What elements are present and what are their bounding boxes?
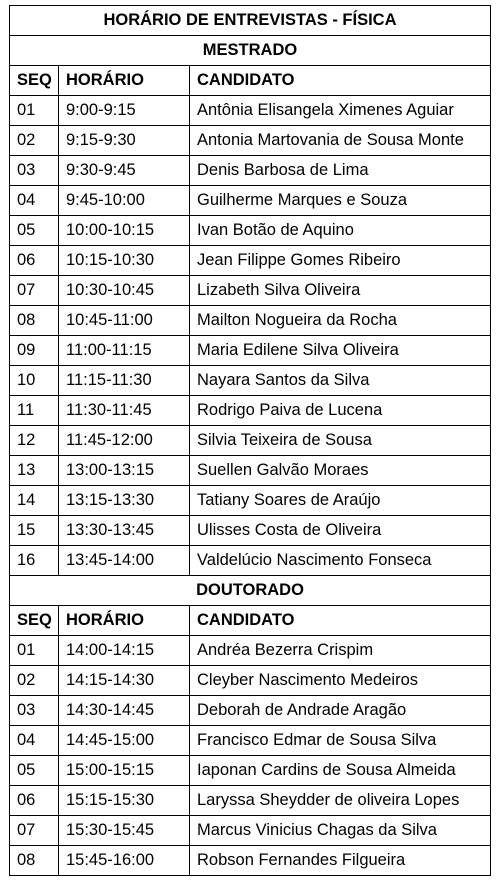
seq-cell: 10 [10,366,59,396]
seq-cell: 04 [10,186,59,216]
candidate-cell: Ulisses Costa de Oliveira [190,516,491,546]
seq-cell: 11 [10,396,59,426]
candidate-cell: Deborah de Andrade Aragão [190,696,491,726]
table-row [10,246,491,276]
table-row [10,726,491,756]
candidate-column-header: CANDIDATO [190,66,491,96]
candidate-cell: Cleyber Nascimento Medeiros [190,666,491,696]
candidate-cell: Antonia Martovania de Sousa Monte [190,126,491,156]
table-row [10,636,491,666]
seq-cell: 05 [10,216,59,246]
time-cell: 11:45-12:00 [59,426,190,456]
seq-cell: 15 [10,516,59,546]
seq-cell: 14 [10,486,59,516]
table-row [10,696,491,726]
table-row [10,546,491,576]
seq-cell: 05 [10,756,59,786]
candidate-cell: Robson Fernandes Filgueira [190,846,491,876]
candidate-cell: Marcus Vinicius Chagas da Silva [190,816,491,846]
seq-cell: 01 [10,636,59,666]
time-cell: 14:45-15:00 [59,726,190,756]
seq-cell: 03 [10,696,59,726]
candidate-cell: Laryssa Sheydder de oliveira Lopes [190,786,491,816]
table-row [10,276,491,306]
seq-cell: 02 [10,666,59,696]
candidate-cell: Silvia Teixeira de Sousa [190,426,491,456]
seq-cell: 07 [10,276,59,306]
table-row [10,846,491,876]
seq-cell: 04 [10,726,59,756]
candidate-cell: Tatiany Soares de Araújo [190,486,491,516]
time-cell: 11:30-11:45 [59,396,190,426]
seq-cell: 03 [10,156,59,186]
time-cell: 13:15-13:30 [59,486,190,516]
seq-cell: 08 [10,846,59,876]
table-row [10,306,491,336]
seq-cell: 01 [10,96,59,126]
seq-column-header: SEQ [10,66,59,96]
time-cell: 14:15-14:30 [59,666,190,696]
section-mestrado-title: MESTRADO [10,36,491,66]
candidate-cell: Denis Barbosa de Lima [190,156,491,186]
candidate-cell: Maria Edilene Silva Oliveira [190,336,491,366]
candidate-cell: Nayara Santos da Silva [190,366,491,396]
time-cell: 15:30-15:45 [59,816,190,846]
table-row [10,816,491,846]
time-cell: 9:45-10:00 [59,186,190,216]
schedule-body [10,6,491,876]
seq-cell: 09 [10,336,59,366]
table-row [10,666,491,696]
seq-cell: 12 [10,426,59,456]
candidate-cell: Andréa Bezerra Crispim [190,636,491,666]
time-cell: 10:15-10:30 [59,246,190,276]
section-doutorado-title: DOUTORADO [10,576,491,606]
time-cell: 9:30-9:45 [59,156,190,186]
seq-cell: 02 [10,126,59,156]
time-column-header: HORÁRIO [59,66,190,96]
candidate-cell: Mailton Nogueira da Rocha [190,306,491,336]
table-row [10,486,491,516]
candidate-cell: Guilherme Marques e Souza [190,186,491,216]
seq-cell: 08 [10,306,59,336]
time-cell: 11:15-11:30 [59,366,190,396]
schedule-table [9,5,491,876]
time-column-header: HORÁRIO [59,606,190,636]
table-row [10,96,491,126]
candidate-cell: Jean Filippe Gomes Ribeiro [190,246,491,276]
time-cell: 13:30-13:45 [59,516,190,546]
time-cell: 10:45-11:00 [59,306,190,336]
time-cell: 13:45-14:00 [59,546,190,576]
table-row [10,216,491,246]
section-doutorado-header-row [10,606,491,636]
table-row [10,126,491,156]
candidate-cell: Antônia Elisangela Ximenes Aguiar [190,96,491,126]
table-row [10,756,491,786]
candidate-cell: Francisco Edmar de Sousa Silva [190,726,491,756]
table-row [10,186,491,216]
time-cell: 15:45-16:00 [59,846,190,876]
table-row [10,786,491,816]
time-cell: 10:30-10:45 [59,276,190,306]
section-doutorado-title-row [10,576,491,606]
table-row [10,366,491,396]
table-row [10,396,491,426]
table-row [10,156,491,186]
interview-schedule [9,5,490,876]
table-row [10,456,491,486]
page-title: HORÁRIO DE ENTREVISTAS - FÍSICA [10,6,491,36]
table-row [10,336,491,366]
candidate-cell: Iaponan Cardins de Sousa Almeida [190,756,491,786]
section-mestrado-title-row [10,36,491,66]
time-cell: 15:00-15:15 [59,756,190,786]
candidate-cell: Valdelúcio Nascimento Fonseca [190,546,491,576]
title-row [10,6,491,36]
time-cell: 14:00-14:15 [59,636,190,666]
seq-cell: 06 [10,246,59,276]
section-mestrado-header-row [10,66,491,96]
seq-cell: 06 [10,786,59,816]
candidate-cell: Rodrigo Paiva de Lucena [190,396,491,426]
time-cell: 13:00-13:15 [59,456,190,486]
seq-column-header: SEQ [10,606,59,636]
table-row [10,426,491,456]
seq-cell: 16 [10,546,59,576]
table-row [10,516,491,546]
candidate-cell: Ivan Botão de Aquino [190,216,491,246]
candidate-cell: Lizabeth Silva Oliveira [190,276,491,306]
time-cell: 9:15-9:30 [59,126,190,156]
seq-cell: 07 [10,816,59,846]
time-cell: 15:15-15:30 [59,786,190,816]
candidate-cell: Suellen Galvão Moraes [190,456,491,486]
candidate-column-header: CANDIDATO [190,606,491,636]
time-cell: 10:00-10:15 [59,216,190,246]
time-cell: 9:00-9:15 [59,96,190,126]
time-cell: 11:00-11:15 [59,336,190,366]
seq-cell: 13 [10,456,59,486]
time-cell: 14:30-14:45 [59,696,190,726]
